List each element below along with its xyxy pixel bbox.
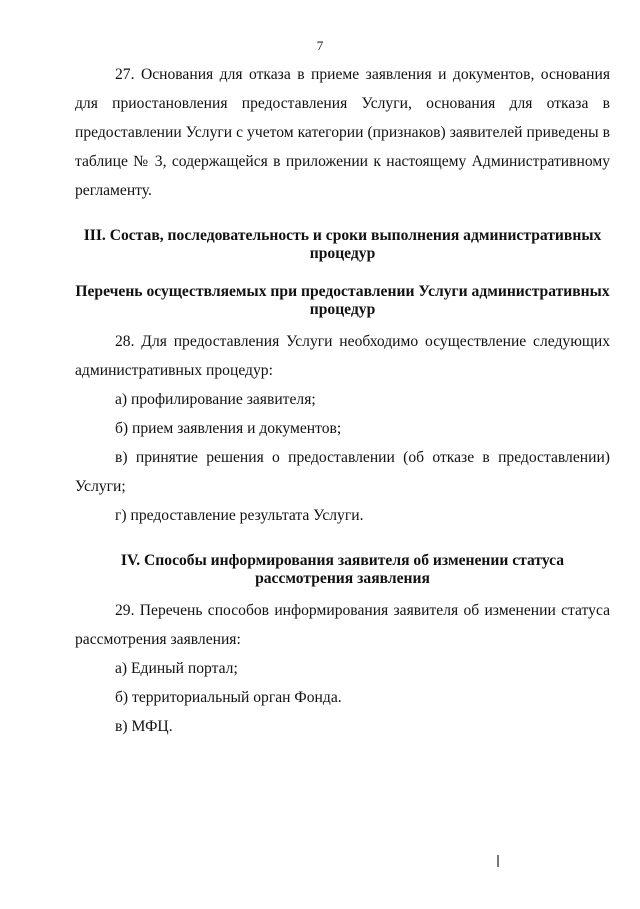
section-4-heading: IV. Способы информирования заявителя об изменении статуса рассмотрения заявления bbox=[120, 552, 565, 587]
method-item-a: а) Единый портал; bbox=[115, 660, 238, 677]
subheading-procedure-list: Перечень осуществляемых при предоставлении Услуги административных процедур bbox=[75, 283, 610, 318]
paragraph-29: 29. Перечень способов информирования заявителя об изменении статуса рассмотрения заявления: bbox=[75, 602, 610, 648]
procedure-item-b: б) прием заявления и документов; bbox=[115, 420, 342, 437]
procedure-item-a: а) профилирование заявителя; bbox=[115, 391, 316, 408]
method-item-c: в) МФЦ. bbox=[115, 718, 173, 735]
document-body bbox=[75, 60, 610, 741]
procedure-item-c: в) принятие решения о предоставлении (об отказе в предоставлении) Услуги; bbox=[75, 449, 610, 495]
section-3-heading: III. Состав, последовательность и сроки выполнения административных процедур bbox=[83, 227, 602, 262]
method-item-b: б) территориальный орган Фонда. bbox=[115, 689, 342, 706]
procedure-item-d: г) предоставление результата Услуги. bbox=[115, 507, 364, 524]
scan-mark bbox=[497, 855, 499, 867]
paragraph-27: 27. Основания для отказа в приеме заявления и документов, основания для приостановления предоставления Услуги, основания для отказа в предоставлении Услуги с учетом категории (признаков) заявителей приведены в таблице № 3, содержащейся в приложении к настоящему Административному регламенту. bbox=[75, 66, 610, 199]
page-number: 7 bbox=[316, 38, 324, 53]
paragraph-28: 28. Для предоставления Услуги необходимо осуществление следующих административных процедур: bbox=[75, 333, 610, 379]
